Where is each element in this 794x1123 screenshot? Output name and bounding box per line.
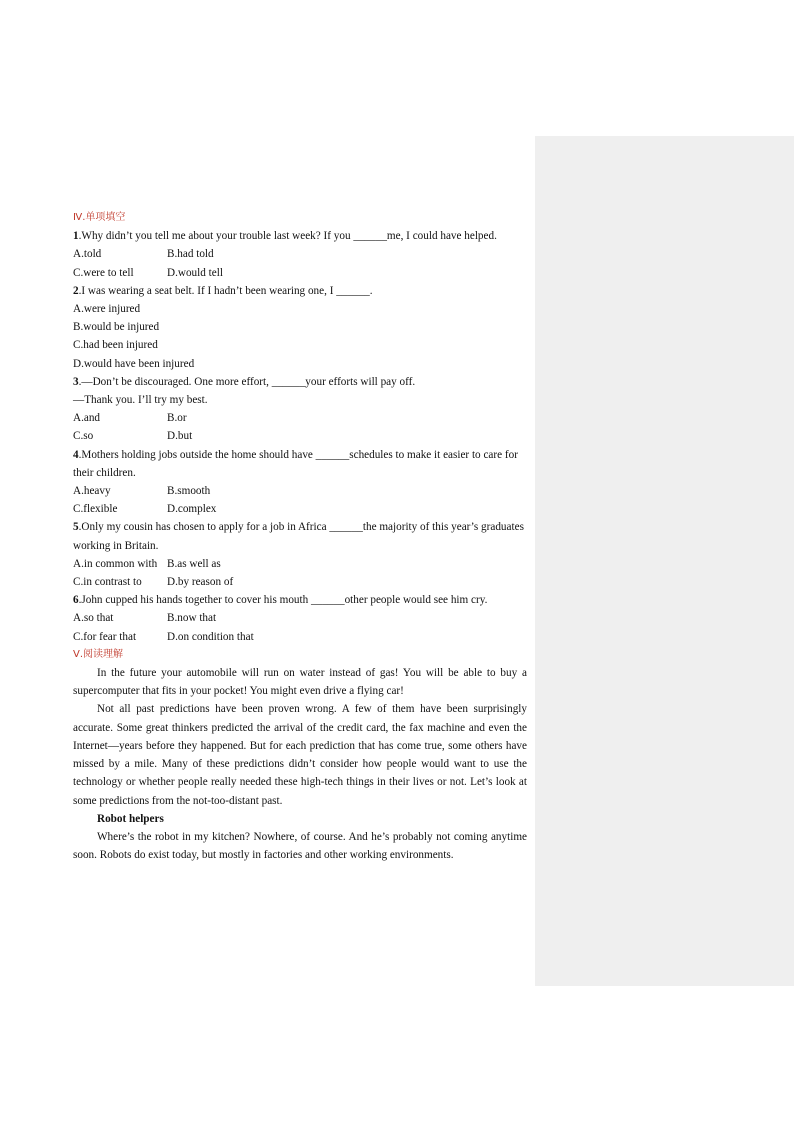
option-row xyxy=(73,555,527,573)
option-d: D.on condition that xyxy=(167,630,254,643)
section-title-single-choice: Ⅳ.单项填空 xyxy=(73,212,126,223)
option-d: D.would tell xyxy=(167,266,223,279)
section-title-reading: Ⅴ.阅读理解 xyxy=(73,648,124,660)
option-c: C.in contrast to xyxy=(73,576,142,589)
option-d: D.but xyxy=(167,430,193,443)
option-a: A.and xyxy=(73,412,101,425)
question-4-stem xyxy=(73,446,527,482)
option-b: B.smooth xyxy=(167,485,211,498)
comment-pane xyxy=(535,136,794,986)
option-row xyxy=(73,609,527,627)
option-b: B.would be injured xyxy=(73,321,160,334)
question-3-reply: —Thank you. I’ll try my best. xyxy=(73,394,208,407)
document-body xyxy=(73,209,527,864)
option-c: C.flexible xyxy=(73,503,118,516)
question-text: .I was wearing a seat belt. If I hadn’t been wearing one, I ______. xyxy=(78,284,373,297)
reading-paragraph-3: Where’s the robot in my kitchen? Nowhere, of course. And he’s probably not coming anytime soon. Robots do exist today, but mostly in factories and other working environments. xyxy=(73,830,527,862)
option-a: A.were injured xyxy=(73,303,141,316)
question-text: .Why didn’t you tell me about your trouble last week? If you ______me, I could have helped. xyxy=(78,230,497,243)
question-list xyxy=(73,227,527,646)
option-row xyxy=(73,264,527,282)
question-number: 2 xyxy=(73,284,79,297)
question-number: 1 xyxy=(73,230,79,243)
option-row xyxy=(73,482,527,500)
option-a: A.heavy xyxy=(73,485,111,498)
option-b: B.had told xyxy=(167,248,214,261)
option-b: B.or xyxy=(167,412,187,425)
question-number: 4 xyxy=(73,448,79,461)
question-1-stem xyxy=(73,227,527,245)
question-number: 3 xyxy=(73,375,79,388)
option-a: A.so that xyxy=(73,612,114,625)
option-d: D.would have been injured xyxy=(73,357,195,370)
reading-subheading: Robot helpers xyxy=(97,812,164,825)
question-text: .Only my cousin has chosen to apply for a job in Africa ______the majority of this year’s graduates working in Britain. xyxy=(73,521,524,552)
question-2-stem xyxy=(73,282,527,300)
option-row xyxy=(73,409,527,427)
question-3-stem xyxy=(73,373,527,391)
option-d: D.by reason of xyxy=(167,576,234,589)
option-row xyxy=(73,245,527,263)
option-c: C.were to tell xyxy=(73,266,134,279)
option-d: D.complex xyxy=(167,503,217,516)
option-row xyxy=(73,628,527,646)
option-a: A.told xyxy=(73,248,102,261)
option-row xyxy=(73,500,527,518)
question-number: 6 xyxy=(73,594,79,607)
question-text: .—Don’t be discouraged. One more effort, ______your efforts will pay off. xyxy=(78,375,416,388)
question-5-stem xyxy=(73,518,527,554)
option-row xyxy=(73,573,527,591)
option-a: A.in common with xyxy=(73,557,158,570)
option-c: C.so xyxy=(73,430,94,443)
question-number: 5 xyxy=(73,521,79,534)
reading-paragraph-2: Not all past predictions have been proven wrong. A few of them have been surprisingly accurate. Some great thinkers predicted the arrival of the credit card, the fax machine and even the Internet—years before they happened. But for each prediction that has come true, some others have missed by a mile. Many of these predictions didn’t consider how people would want to use the technology or whether people really needed these high-tech things in their lives or not. Let’s look at some predictions from the not-too-distant past. xyxy=(73,703,527,807)
question-text: .Mothers holding jobs outside the home should have ______schedules to make it easier to care for their children. xyxy=(73,448,518,479)
option-c: C.for fear that xyxy=(73,630,137,643)
question-text: .John cupped his hands together to cover his mouth ______other people would see him cry. xyxy=(78,594,488,607)
reading-paragraph-1: In the future your automobile will run on water instead of gas! You will be able to buy a supercomputer that fits in your pocket! You might even drive a flying car! xyxy=(73,667,527,698)
option-row xyxy=(73,427,527,445)
option-b: B.as well as xyxy=(167,557,221,570)
option-b: B.now that xyxy=(167,612,217,625)
question-6-stem xyxy=(73,591,527,609)
option-c: C.had been injured xyxy=(73,339,158,352)
